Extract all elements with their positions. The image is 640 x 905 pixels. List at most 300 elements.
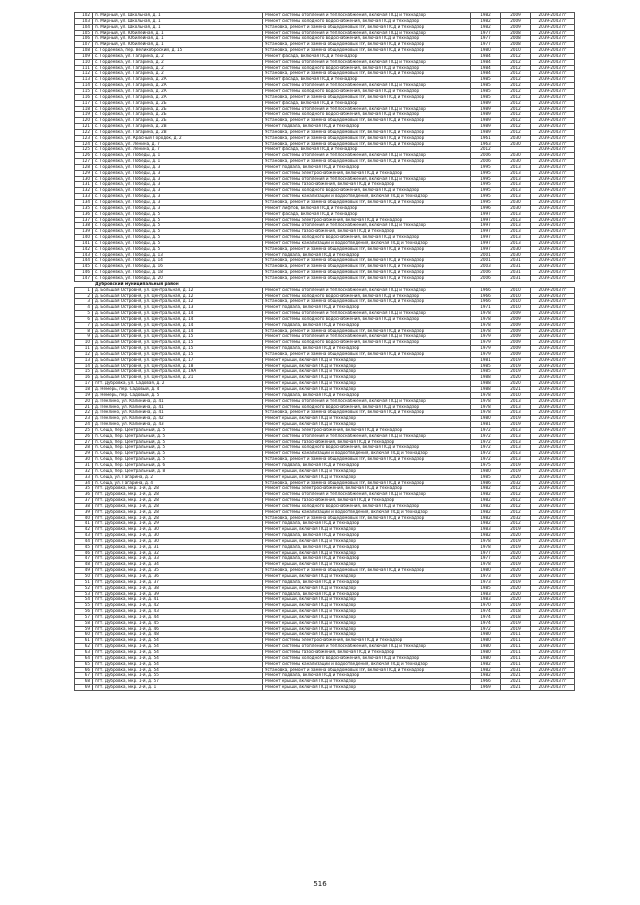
planned-period: 2039-2043 гг [531,159,575,165]
work-type: Ремонт системы холодного водоснабжения, включая ПСД и технадзор [263,65,471,71]
row-number: 116 [75,94,93,100]
address: с. Гордеевка, ул. Победы, д. 20 [93,275,263,281]
work-type: Ремонт крыши, включая ПСД и технадзор [263,422,471,428]
address: пгт. Дубровка, мкр. 2-й, д. 1 [93,685,263,691]
last-repair-year: 2032 [501,515,531,521]
address: пгт. Дубровка, мкр. 1-й, д. 54 [93,655,263,661]
year-built: 1982 [471,509,501,515]
last-repair-year: 2013 [501,439,531,445]
last-repair-year: 2031 [501,667,531,673]
year-built: 1995 [471,170,501,176]
row-number: 106 [75,36,93,42]
work-type: Ремонт крыши, включая ПСД и технадзор [263,369,471,375]
last-repair-year: 2012 [501,503,531,509]
address: с. Гордеевка, пер. Великоброский, д. 15 [93,48,263,54]
planned-period: 2039-2043 гг [531,129,575,135]
address: пгт. Дубровка, мкр. 1-й, д. 34 [93,562,263,568]
row-number: 2 [75,293,93,299]
planned-period: 2039-2043 гг [531,299,575,305]
planned-period: 2039-2043 гг [531,77,575,83]
address: д. Большая Островня, ул. Центральная, д. 17 [93,357,263,363]
last-repair-year: 2011 [501,644,531,650]
last-repair-year: 2019 [501,626,531,632]
last-repair-year: 2013 [501,211,531,217]
last-repair-year: 2012 [501,53,531,59]
last-repair-year: 2009 [501,13,531,19]
planned-period: 2039-2043 гг [531,673,575,679]
year-built: 1984 [471,59,501,65]
planned-period: 2039-2043 гг [531,53,575,59]
work-type: Ремонт системы отопления и теплоснабжения, включая ПСД и технадзор [263,83,471,89]
year-built: 1963 [471,141,501,147]
planned-period: 2039-2043 гг [531,118,575,124]
planned-period: 2039-2043 гг [531,632,575,638]
year-built: 1980 [471,644,501,650]
last-repair-year: 2020 [501,597,531,603]
address: с. Гордеевка, ул. Победы, д. 3 [93,170,263,176]
year-built: 1978 [471,322,501,328]
year-built: 1983 [471,597,501,603]
row-number: 124 [75,141,93,147]
work-type: Ремонт системы холодного водоснабжения, включая ПСД и технадзор [263,188,471,194]
year-built: 1980 [471,632,501,638]
planned-period: 2039-2043 гг [531,515,575,521]
planned-period: 2039-2043 гг [531,264,575,270]
planned-period: 2039-2043 гг [531,83,575,89]
work-type: Ремонт крыши, включая ПСД и технадзор [263,626,471,632]
last-repair-year: 2020 [501,375,531,381]
last-repair-year: 2019 [501,357,531,363]
last-repair-year: 2009 [501,311,531,317]
row-number: 66 [75,667,93,673]
planned-period: 2039-2043 гг [531,579,575,585]
planned-period: 2039-2043 гг [531,503,575,509]
work-type: Ремонт фасада, включая ПСД и технадзор [263,100,471,106]
row-number: 25 [75,427,93,433]
work-type: Ремонт крыши, включая ПСД и технадзор [263,620,471,626]
work-type: Ремонт системы электроснабжения, включая ПСД и технадзор [263,486,471,492]
row-number: 52 [75,585,93,591]
last-repair-year: 2013 [501,217,531,223]
work-type: Установка, ремонт и замена общедомовых ПУ, включая ПСД и технадзор [263,410,471,416]
row-number: 140 [75,235,93,241]
last-repair-year: 2012 [501,129,531,135]
year-built: 1972 [471,445,501,451]
last-repair-year: 2013 [501,445,531,451]
work-type: Ремонт подвала, включая ПСД и технадзор [263,305,471,311]
work-type: Ремонт фасада, включая ПСД и технадзор [263,53,471,59]
last-repair-year: 2012 [501,498,531,504]
last-repair-year: 2019 [501,538,531,544]
planned-period: 2039-2043 гг [531,30,575,36]
address: п. Мирный, ул. Школьная, д. 1 [93,24,263,30]
year-built: 1980 [471,568,501,574]
work-type: Установка, ремонт и замена общедомовых ПУ, включая ПСД и технадзор [263,42,471,48]
address: пгт. Дубровка, мкр. 1-й, д. 41 [93,597,263,603]
year-built: 1996 [471,205,501,211]
planned-period: 2039-2043 гг [531,211,575,217]
address: с. Гордеевка, ул. Ленина, д. 7 [93,141,263,147]
address: пгт. Дубровка, мкр. 1-й, д. 28 [93,492,263,498]
address: д. Большая Островня, ул. Центральная, д. 12 [93,293,263,299]
year-built: 1972 [471,626,501,632]
row-number: 22 [75,410,93,416]
planned-period: 2039-2043 гг [531,609,575,615]
work-type: Установка, ремонт и замена общедомовых ПУ, включая ПСД и технадзор [263,270,471,276]
year-built: 1983 [471,527,501,533]
last-repair-year: 2013 [501,164,531,170]
work-type: Установка, ремонт и замена общедомовых ПУ, включая ПСД и технадзор [263,141,471,147]
address: с. Гордеевка, ул. Гагарина, д. 2В [93,124,263,130]
year-built: 1961 [471,135,501,141]
year-built: 1983 [471,591,501,597]
planned-period: 2039-2043 гг [531,205,575,211]
address: пгт. Дубровка, мкр. 1-й, д. 28 [93,515,263,521]
year-built: 1980 [471,416,501,422]
year-built: 2001 [471,252,501,258]
last-repair-year: 2030 [501,246,531,252]
year-built: 1988 [471,381,501,387]
year-built: 1995 [471,182,501,188]
work-type: Ремонт крыши, включая ПСД и технадзор [263,527,471,533]
planned-period: 2039-2043 гг [531,217,575,223]
row-number: 58 [75,620,93,626]
row-number: 37 [75,498,93,504]
planned-period: 2039-2043 гг [531,24,575,30]
work-type: Установка, ремонт и замена общедомовых ПУ, включая ПСД и технадзор [263,457,471,463]
address: с. Гордеевка, ул. Гагарина, д. 2А [93,88,263,94]
work-type: Установка, ремонт и замена общедомовых ПУ, включая ПСД и технадзор [263,667,471,673]
last-repair-year: 2031 [501,258,531,264]
address: д. Большая Островня, ул. Центральная, д. 14 [93,328,263,334]
work-type: Установка, ремонт и замена общедомовых ПУ, включая ПСД и технадзор [263,299,471,305]
work-type: Ремонт системы отопления и теплоснабжения, включая ПСД и технадзор [263,223,471,229]
address: с. Гордеевка, ул. Победы, д. 5 [93,211,263,217]
row-number: 30 [75,457,93,463]
row-number: 41 [75,521,93,527]
work-type: Ремонт системы отопления и теплоснабжения, включая ПСД и технадзор [263,30,471,36]
last-repair-year: 2030 [501,135,531,141]
year-built: 1986 [471,480,501,486]
work-type: Ремонт подвала, включая ПСД и технадзор [263,521,471,527]
last-repair-year: 2009 [501,346,531,352]
row-number: 49 [75,568,93,574]
row-number: 146 [75,270,93,276]
row-number: 7 [75,322,93,328]
address: пгт. Дубровка, мкр. 1-й, д. 54 [93,649,263,655]
year-built: 1989 [471,124,501,130]
planned-period: 2039-2043 гг [531,252,575,258]
row-number: 34 [75,480,93,486]
work-type: Ремонт крыши, включая ПСД и технадзор [263,468,471,474]
year-built: 1985 [471,77,501,83]
work-type: Ремонт системы отопления и теплоснабжения, включая ПСД и технадзор [263,433,471,439]
planned-period: 2039-2043 гг [531,486,575,492]
row-number: 24 [75,422,93,428]
last-repair-year: 2019 [501,416,531,422]
address: с. Гордеевка, ул. Гагарина, д. 2Б [93,100,263,106]
address: п. Мирный, ул. Юбилейная, д. 1 [93,42,263,48]
last-repair-year: 2010 [501,305,531,311]
year-built: 1978 [471,398,501,404]
work-type: Ремонт системы канализации и водоотведения, включая ПСД и технадзор [263,451,471,457]
year-built: 1985 [471,94,501,100]
row-number: 112 [75,71,93,77]
row-number: 4 [75,305,93,311]
address: п. Сеща, пер. Центральный, д. 5 [93,433,263,439]
work-type: Ремонт крыши, включая ПСД и технадзор [263,585,471,591]
address: п. Мирный, ул. Школьная, д. 1 [93,18,263,24]
address: пгт. Дубровка, мкр. 1-й, д. 30 [93,538,263,544]
row-number: 45 [75,544,93,550]
last-repair-year: 2013 [501,194,531,200]
row-number: 113 [75,77,93,83]
address: с. Гордеевка, ул. Победы, д. 5 [93,240,263,246]
planned-period: 2039-2043 гг [531,322,575,328]
year-built: 1978 [471,311,501,317]
work-type: Ремонт крыши, включая ПСД и технадзор [263,597,471,603]
last-repair-year: 2019 [501,603,531,609]
address: с. Гордеевка, ул. Победы, д. 5 [93,246,263,252]
year-built: 2006 [471,159,501,165]
planned-period: 2039-2043 гг [531,509,575,515]
last-repair-year: 2012 [501,124,531,130]
row-number: 105 [75,30,93,36]
year-built: 2012 [471,147,501,153]
planned-period: 2039-2043 гг [531,188,575,194]
year-built: 1997 [471,217,501,223]
last-repair-year: 2021 [501,679,531,685]
last-repair-year: 2020 [501,533,531,539]
last-repair-year: 2011 [501,649,531,655]
year-built: 1972 [471,457,501,463]
address: пгт. Дубровка, мкр. 1-й, д. 32 [93,550,263,556]
planned-period: 2039-2043 гг [531,340,575,346]
year-built: 1984 [471,53,501,59]
last-repair-year: 2011 [501,655,531,661]
address: п. Сеща, ул. Гагарина, д. 2 [93,474,263,480]
planned-period: 2039-2043 гг [531,685,575,691]
last-repair-year: 2009 [501,328,531,334]
work-type: Ремонт подвала, включая ПСД и технадзор [263,322,471,328]
planned-period: 2039-2043 гг [531,480,575,486]
planned-period: 2039-2043 гг [531,13,575,19]
row-number: 18 [75,387,93,393]
table-row [75,685,575,691]
planned-period: 2039-2043 гг [531,445,575,451]
work-type: Ремонт системы электроснабжения, включая ПСД и технадзор [263,638,471,644]
address: д. Большая Островня, ул. Центральная, д. 15 [93,334,263,340]
year-built: 1978 [471,544,501,550]
row-number: 122 [75,129,93,135]
work-type: Установка, ремонт и замена общедомовых ПУ, включая ПСД и технадзор [263,135,471,141]
last-repair-year: 2030 [501,153,531,159]
work-type: Ремонт фасада, включая ПСД и технадзор [263,77,471,83]
row-number: 132 [75,188,93,194]
address: пгт. Дубровка, мкр. 1-й, д. 54 [93,644,263,650]
address: с. Гордеевка, ул. Победы, д. 13 [93,252,263,258]
address: п. Сеща, пер. Центральный, д. 5 [93,427,263,433]
row-number: 55 [75,603,93,609]
last-repair-year: 2012 [501,94,531,100]
work-type: Ремонт системы отопления и теплоснабжения, включая ПСД и технадзор [263,287,471,293]
work-type: Установка, ремонт и замена общедомовых ПУ, включая ПСД и технадзор [263,118,471,124]
planned-period: 2039-2043 гг [531,311,575,317]
planned-period: 2039-2043 гг [531,36,575,42]
planned-period: 2039-2043 гг [531,527,575,533]
address: с. Гордеевка, ул. Победы, д. 3 [93,205,263,211]
address: д. Большая Островня, ул. Центральная, д. 13 [93,305,263,311]
planned-period: 2039-2043 гг [531,170,575,176]
last-repair-year: 2013 [501,188,531,194]
address: с. Гордеевка, ул. Гагарина, д. 2Б [93,112,263,118]
planned-period: 2039-2043 гг [531,71,575,77]
last-repair-year: 2009 [501,334,531,340]
last-repair-year: 2018 [501,609,531,615]
planned-period: 2039-2043 гг [531,533,575,539]
work-type: Ремонт системы электроснабжения, включая ПСД и технадзор [263,217,471,223]
address: д. Большая Островня, ул. Центральная, д. 14 [93,311,263,317]
page-number: 516 [313,880,327,888]
planned-period: 2039-2043 гг [531,538,575,544]
row-number: 103 [75,18,93,24]
work-type: Ремонт системы холодного водоснабжения, включая ПСД и технадзор [263,655,471,661]
year-built: 1988 [471,375,501,381]
address: пгт. Дубровка, мкр. 1-й, д. 48 [93,632,263,638]
planned-period: 2039-2043 гг [531,94,575,100]
planned-period: 2039-2043 гг [531,106,575,112]
year-built: 1978 [471,404,501,410]
work-type: Ремонт крыши, включая ПСД и технадзор [263,685,471,691]
work-type: Ремонт системы холодного водоснабжения, включая ПСД и технадзор [263,293,471,299]
planned-period: 2039-2043 гг [531,433,575,439]
work-type: Ремонт системы канализации и водоотведения, включая ПСД и технадзор [263,661,471,667]
year-built: 1982 [471,492,501,498]
row-number: 119 [75,112,93,118]
address: д. Большая Островня, ул. Центральная, д. 12 [93,287,263,293]
year-built: 2006 [471,153,501,159]
year-built: 1980 [471,655,501,661]
year-built: 1977 [471,556,501,562]
address: д. Большая Островня, ул. Центральная, д. 21 [93,375,263,381]
year-built: 1989 [471,112,501,118]
planned-period: 2039-2043 гг [531,591,575,597]
year-built: 1978 [471,328,501,334]
work-type: Ремонт системы отопления и теплоснабжения, включая ПСД и технадзор [263,153,471,159]
planned-period: 2039-2043 гг [531,229,575,235]
year-built: 1979 [471,351,501,357]
work-type: Ремонт системы отопления и теплоснабжения, включая ПСД и технадзор [263,176,471,182]
planned-period: 2039-2043 гг [531,597,575,603]
address: с. Гордеевка, ул. Победы, д. 5 [93,217,263,223]
year-built: 2003 [471,264,501,270]
planned-period: 2039-2043 гг [531,661,575,667]
work-type: Ремонт системы газоснабжения, включая ПСД и технадзор [263,439,471,445]
planned-period: 2039-2043 гг [531,235,575,241]
last-repair-year: 2030 [501,205,531,211]
year-built: 1973 [471,579,501,585]
work-type: Ремонт системы канализации и водоотведения, включая ПСД и технадзор [263,240,471,246]
planned-period: 2039-2043 гг [531,626,575,632]
address: пгт. Дубровка, мкр. 1-й, д. 31 [93,544,263,550]
year-built: 1970 [471,603,501,609]
last-repair-year: 2011 [501,661,531,667]
work-type: Ремонт фасада, включая ПСД и технадзор [263,147,471,153]
year-built: 1982 [471,486,501,492]
address: п. Мирный, ул. Школьная, д. 1 [93,13,263,19]
last-repair-year: 2010 [501,299,531,305]
address: пгт. Дубровка, мкр. 1-й, д. 28 [93,503,263,509]
planned-period: 2039-2043 гг [531,42,575,48]
row-number: 128 [75,164,93,170]
address: п. Сеща, пер. Центральный, д. 5 [93,451,263,457]
planned-period: 2039-2043 гг [531,474,575,480]
last-repair-year: 2013 [501,457,531,463]
address: с. Гордеевка, ул. Победы, д. 3 [93,188,263,194]
work-type: Ремонт системы электроснабжения, включая ПСД и технадзор [263,427,471,433]
planned-period: 2039-2043 гг [531,240,575,246]
row-number: 137 [75,217,93,223]
last-repair-year: 2021 [501,685,531,691]
year-built: 1989 [471,106,501,112]
work-type: Ремонт системы холодного водоснабжения, включая ПСД и технадзор [263,503,471,509]
last-repair-year: 2012 [501,100,531,106]
row-number: 8 [75,328,93,334]
planned-period: 2039-2043 гг [531,194,575,200]
planned-period: 2039-2043 гг [531,679,575,685]
planned-period: 2039-2043 гг [531,305,575,311]
planned-period: 2039-2043 гг [531,655,575,661]
planned-period: 2039-2043 гг [531,381,575,387]
year-built: 1980 [471,649,501,655]
year-built: 1974 [471,609,501,615]
work-type: Ремонт подвала, включая ПСД и технадзор [263,556,471,562]
row-number: 9 [75,334,93,340]
planned-period: 2039-2043 гг [531,135,575,141]
year-built: 1977 [471,550,501,556]
year-built: 1977 [471,30,501,36]
last-repair-year: 2013 [501,176,531,182]
work-type: Ремонт подвала, включая ПСД и технадзор [263,346,471,352]
address: д. Большая Островня, ул. Центральная, д. 15 [93,346,263,352]
row-number: 10 [75,340,93,346]
row-number: 110 [75,59,93,65]
address: д. Большая Островня, ул. Центральная, д. 19А [93,369,263,375]
planned-period: 2039-2043 гг [531,644,575,650]
planned-period: 2039-2043 гг [531,427,575,433]
row-number: 57 [75,614,93,620]
planned-period: 2039-2043 гг [531,351,575,357]
year-built: 1974 [471,614,501,620]
year-built: 1982 [471,24,501,30]
year-built: 1982 [471,673,501,679]
last-repair-year: 2019 [501,369,531,375]
work-type: Ремонт системы канализации и водоотведения, включая ПСД и технадзор [263,194,471,200]
row-number: 5 [75,311,93,317]
last-repair-year: 2019 [501,527,531,533]
address: пгт. Дубровка, мкр. 1-й, д. 54 [93,667,263,673]
last-repair-year: 2013 [501,223,531,229]
last-repair-year: 2012 [501,486,531,492]
address: с. Гордеевка, ул. Гагарина, д. 2 [93,65,263,71]
work-type: Ремонт крыши, включая ПСД и технадзор [263,357,471,363]
planned-period: 2039-2043 гг [531,462,575,468]
year-built: 1982 [471,13,501,19]
work-type: Ремонт системы холодного водоснабжения, включая ПСД и технадзор [263,112,471,118]
row-number: 3 [75,299,93,305]
row-number: 120 [75,118,93,124]
row-number: 102 [75,13,93,19]
